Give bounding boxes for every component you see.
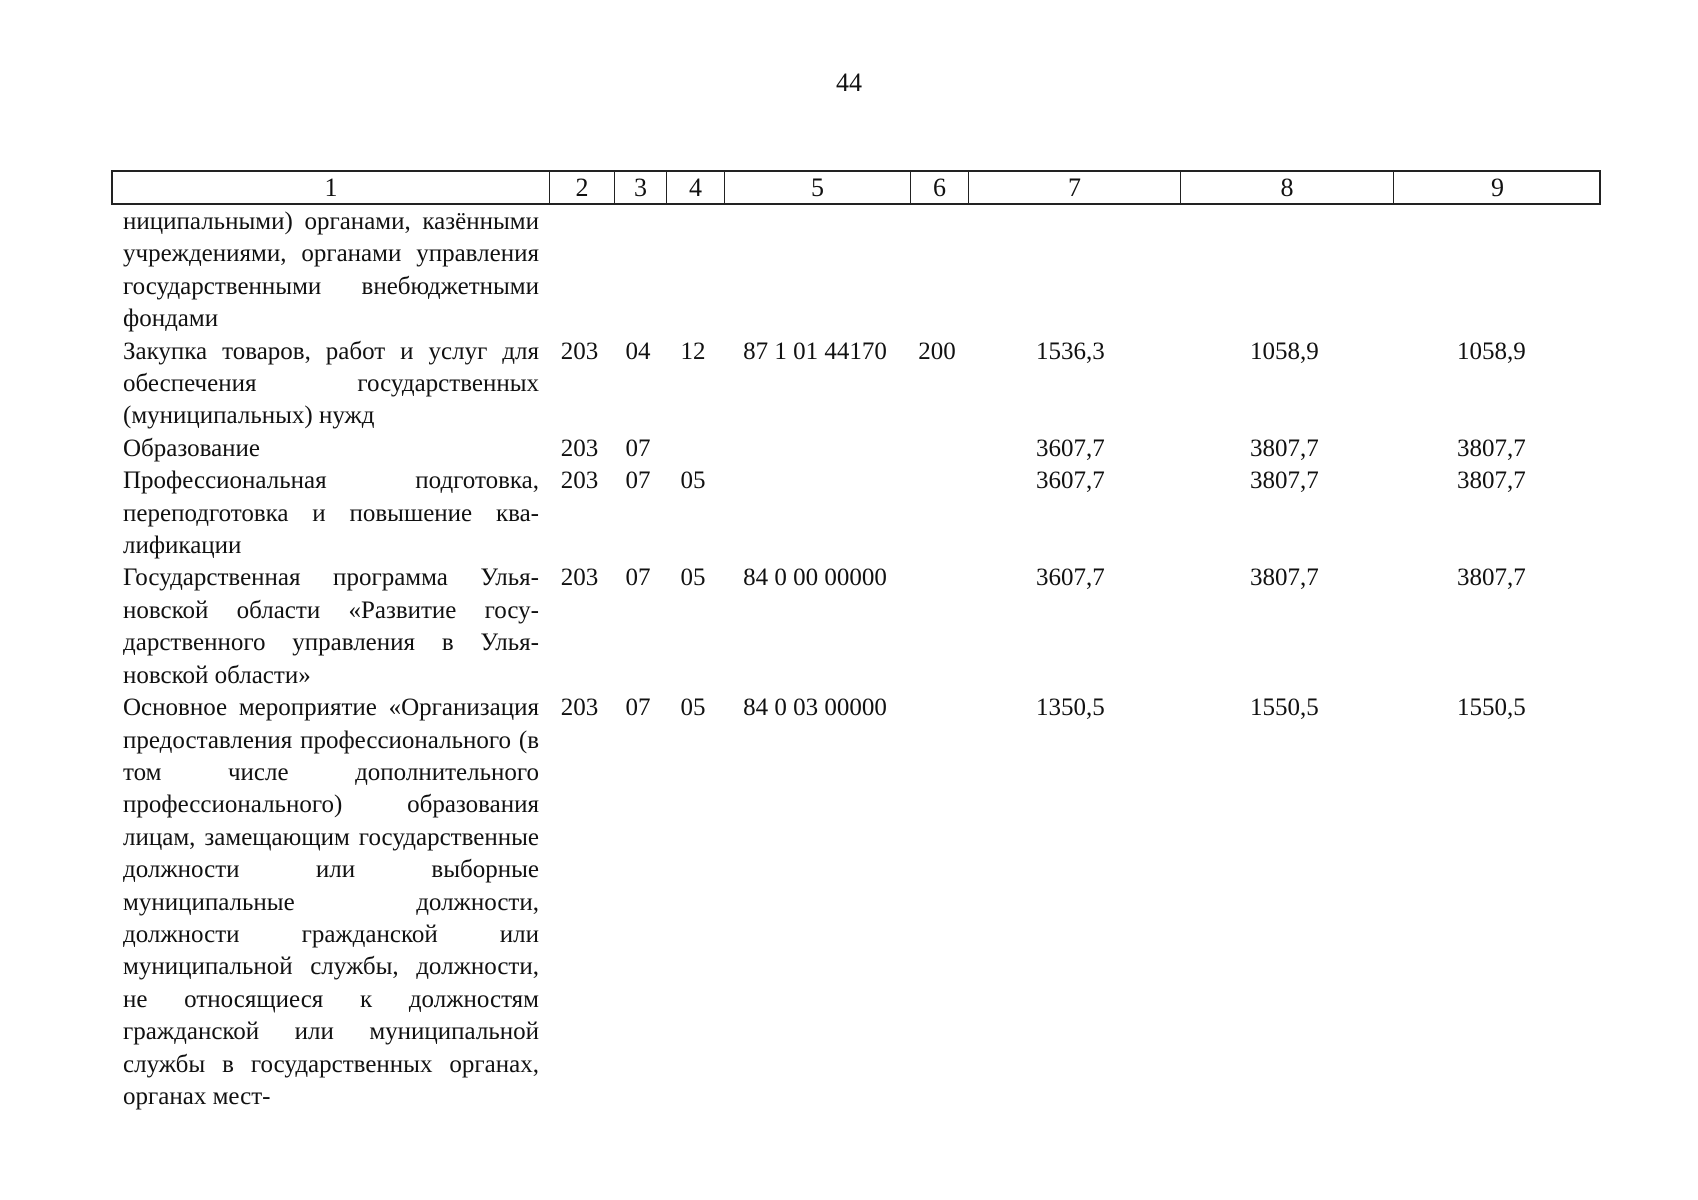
cell-section: 07 (625, 467, 651, 495)
cell-amount-9: 1058,9 (1457, 337, 1526, 365)
cell-target (722, 206, 908, 336)
cell-admin (547, 206, 612, 336)
cell-target: 84 0 00 00000 (743, 564, 887, 592)
cell-section: 07 (625, 434, 651, 462)
cell-expense-type (908, 692, 966, 1113)
cell-amount-8: 3807,7 (1250, 467, 1319, 495)
cell-subsection (664, 206, 722, 336)
page-number: 44 (836, 68, 862, 97)
header-cell: 6 (910, 172, 968, 204)
row-name: Основное мероприятие «Организация предоставления профессионального (в том числе дополнительного профессионального) образования лицам, замещающим государственные должности или выборные муниципальные должности, должности гражданской или муниципальной службы, должности, не относящиеся к должностям гражданской или муниципальной службы в государственных органах, органах мест- (123, 694, 539, 1110)
row-name: Профессиональная подготовка, переподготовка и повышение квалификации (123, 467, 539, 560)
table-row (111, 562, 1601, 692)
cell-subsection: 05 (680, 564, 706, 592)
cell-target (722, 465, 908, 562)
budget-table (111, 170, 1601, 1113)
row-name: ниципальными) органами, казёнными учреждениями, органами управления государственными внебюджетными фондами (123, 208, 539, 333)
cell-target: 84 0 03 00000 (743, 694, 887, 722)
cell-amount-8 (1178, 206, 1391, 336)
cell-amount-8: 1550,5 (1250, 694, 1319, 722)
cell-subsection: 12 (680, 337, 706, 365)
cell-admin: 203 (560, 434, 599, 462)
cell-expense-type: 200 (918, 337, 956, 365)
cell-target (722, 433, 908, 465)
table-row (111, 433, 1601, 465)
cell-subsection: 05 (680, 694, 706, 722)
header-cell: 9 (1393, 172, 1601, 204)
cell-section: 07 (625, 694, 651, 722)
row-name: Государственная программа Ульяновской области «Развитие государственного управления в Ульяновской области» (123, 564, 539, 689)
cell-expense-type (908, 562, 966, 692)
table-row (111, 465, 1601, 562)
table-row (111, 336, 1601, 433)
cell-amount-9: 1550,5 (1457, 694, 1526, 722)
cell-admin: 203 (560, 467, 599, 495)
cell-admin: 203 (560, 564, 599, 592)
cell-amount-9: 3807,7 (1457, 467, 1526, 495)
table-header (111, 170, 1601, 205)
cell-expense-type (908, 433, 966, 465)
cell-amount-8: 1058,9 (1250, 337, 1319, 365)
cell-amount-7: 3607,7 (1036, 434, 1105, 462)
cell-amount-8: 3807,7 (1250, 434, 1319, 462)
table-row (111, 206, 1601, 336)
cell-amount-9: 3807,7 (1457, 564, 1526, 592)
row-name: Образование (123, 434, 261, 462)
cell-section (612, 206, 664, 336)
cell-section: 07 (625, 564, 651, 592)
cell-amount-7: 3607,7 (1036, 564, 1105, 592)
cell-target: 87 1 01 44170 (743, 337, 887, 365)
cell-subsection: 05 (680, 467, 706, 495)
cell-amount-7 (966, 206, 1178, 336)
cell-expense-type (908, 465, 966, 562)
row-name: Закупка товаров, работ и услуг для обеспечения государственных (муниципальных) нужд (123, 337, 539, 430)
cell-amount-9 (1391, 206, 1599, 336)
cell-admin: 203 (560, 694, 599, 722)
cell-amount-7: 1536,3 (1036, 337, 1105, 365)
cell-expense-type (908, 206, 966, 336)
header-cell: 4 (666, 172, 724, 204)
header-cell: 8 (1180, 172, 1393, 204)
cell-subsection (664, 433, 722, 465)
header-cell: 3 (614, 172, 666, 204)
cell-amount-8: 3807,7 (1250, 564, 1319, 592)
header-cell: 2 (549, 172, 614, 204)
cell-amount-9: 3807,7 (1457, 434, 1526, 462)
cell-amount-7: 3607,7 (1036, 467, 1105, 495)
cell-admin: 203 (560, 337, 599, 365)
header-cell: 1 (324, 173, 338, 202)
table-row (111, 692, 1601, 1113)
header-cell: 7 (968, 172, 1180, 204)
header-cell: 5 (724, 172, 910, 204)
cell-amount-7: 1350,5 (1036, 694, 1105, 722)
cell-section: 04 (625, 337, 651, 365)
